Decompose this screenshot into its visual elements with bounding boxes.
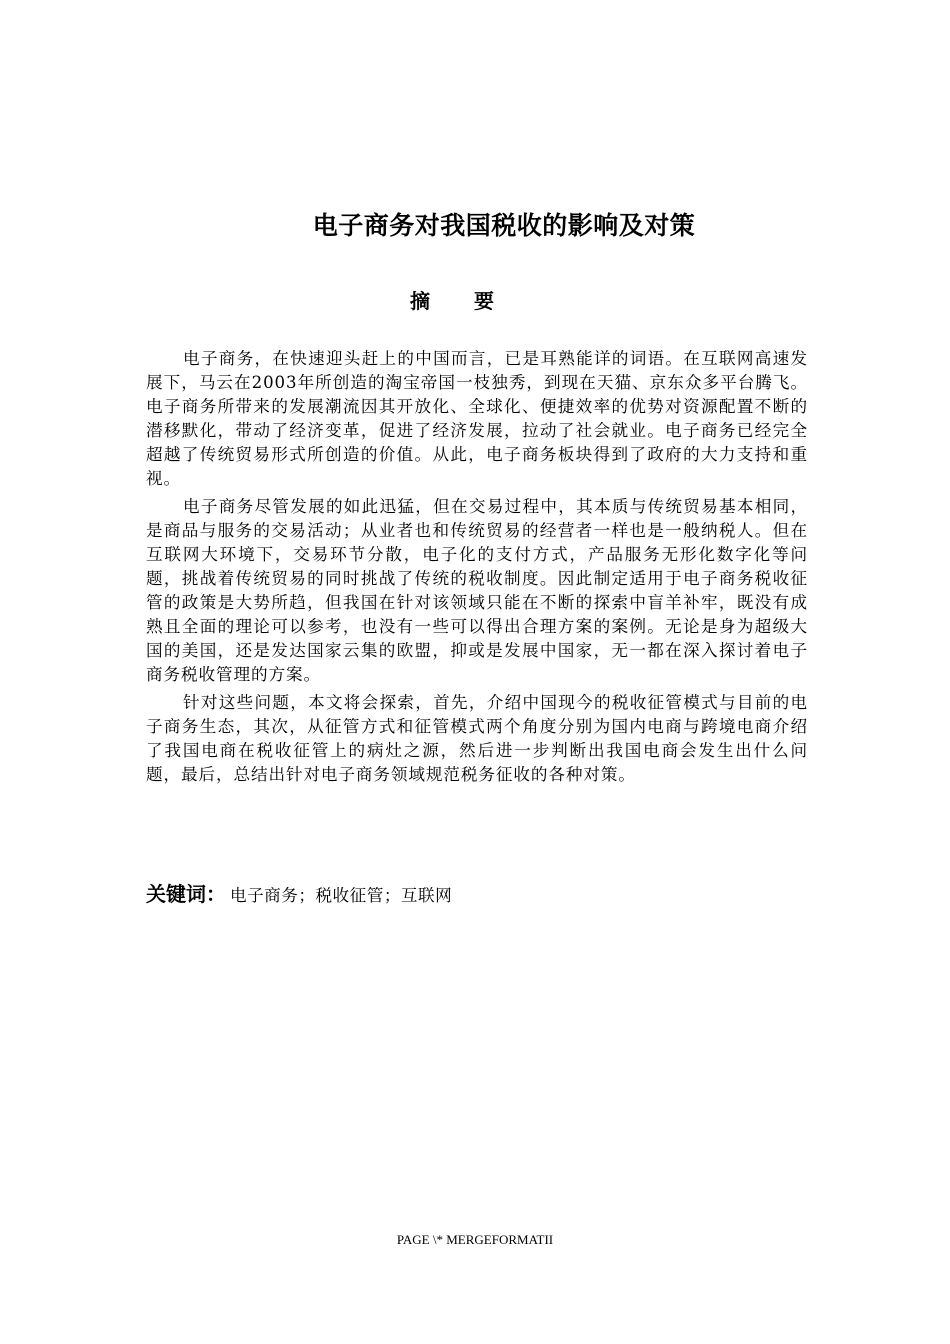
- document-title: 电子商务对我国税收的影响及对策: [312, 211, 696, 240]
- abstract-paragraph-3: 针对这些问题，本文将会探索，首先，介绍中国现今的税收征管模式与目前的电子商务生态，其次，从征管方式和征管模式两个角度分别为国内电商与跨境电商介绍了我国电商在税收征管上的病灶之源，然后进一步判断出我国电商会发生出什么问题，最后，总结出针对电子商务领域规范税务征收的各种对策。: [146, 693, 808, 784]
- abstract-paragraph-2: 电子商务尽管发展的如此迅猛，但在交易过程中，其本质与传统贸易基本相同，是商品与服务的交易活动；从业者也和传统贸易的经营者一样也是一般纳税人。但在互联网大环境下，交易环节分散，电子化的支付方式，产品服务无形化数字化等问题，挑战着传统贸易的同时挑战了传统的税收制度。因此制定适用于电子商务税收征管的政策是大势所趋，但我国在针对该领域只能在不断的探索中盲羊补牢，既没有成熟且全面的理论可以参考，也没有一些可以得出合理方案的案例。无论是身为超级大国的美国，还是发达国家云集的欧盟，抑或是发展中国家，无一都在深入探讨着电子商务税收管理的方案。: [146, 497, 808, 684]
- keywords-value: 电子商务；税收征管；互联网: [230, 886, 453, 905]
- keywords-line: [146, 878, 452, 907]
- abstract-body: [146, 347, 808, 791]
- abstract-paragraph-1: 电子商务，在快速迎头赶上的中国而言，已是耳熟能详的词语。在互联网高速发展下，马云在2003年所创造的淘宝帝国一枝独秀，到现在天猫、京东众多平台腾飞。电子商务所带来的发展潮流因其开放化、全球化、便捷效率的优势对资源配置不断的潜移默化，带动了经济变革，促进了经济发展，拉动了社会就业。电子商务已经完全超越了传统贸易形式所创造的价值。从此，电子商务板块得到了政府的大力支持和重视。: [146, 349, 808, 488]
- abstract-heading-char-2: 要: [474, 289, 494, 313]
- keywords-label: 关键词：: [146, 882, 226, 906]
- abstract-heading-char-1: 摘: [410, 289, 430, 313]
- abstract-heading: [410, 287, 494, 315]
- page-footer-field: PAGE \* MERGEFORMATII: [396, 1232, 554, 1247]
